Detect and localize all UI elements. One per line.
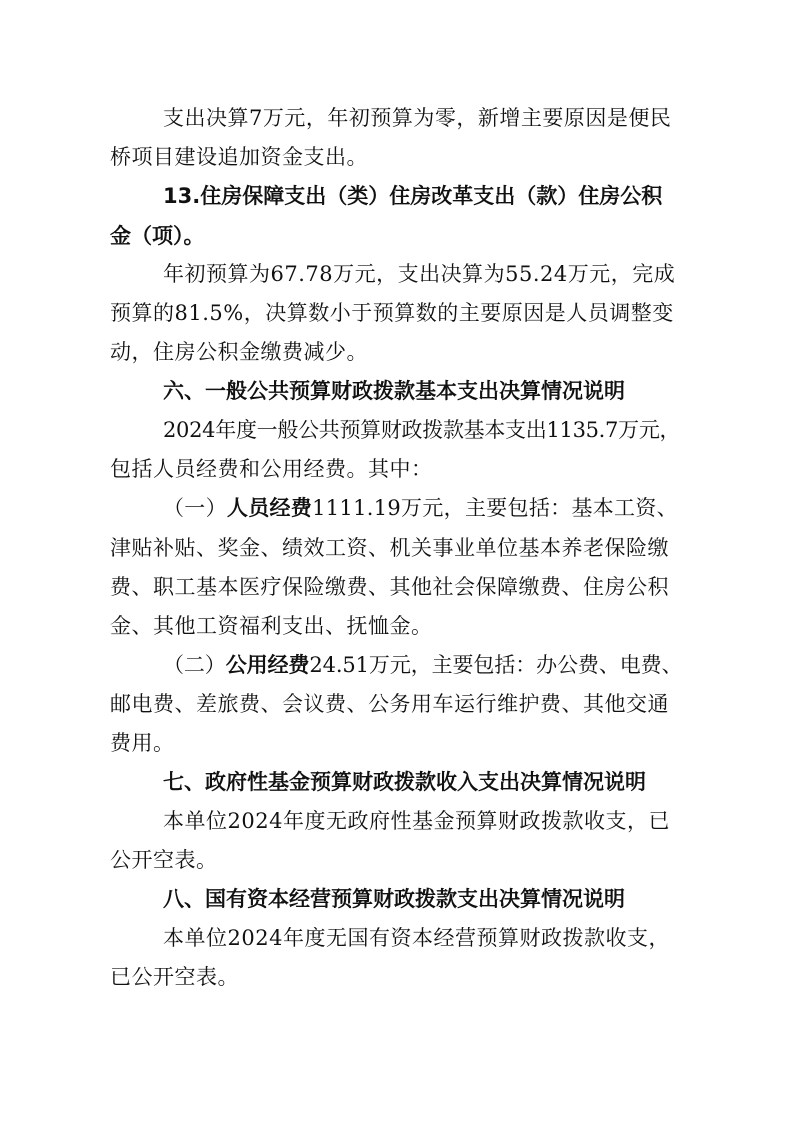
item-prefix: （二）	[163, 653, 226, 677]
paragraph-line: 预算的81.5%，决算数小于预算数的主要原因是人员调整变	[110, 301, 674, 325]
item-label: 公用经费	[225, 653, 310, 677]
item-label: 人员经费	[226, 496, 313, 520]
paragraph-line: 动，住房公积金缴费减少。	[110, 340, 368, 364]
paragraph-line: 津贴补贴、奖金、绩效工资、机关事业单位基本养老保险缴	[110, 536, 669, 560]
paragraph-line: 桥项目建设追加资金支出。	[110, 145, 368, 169]
paragraph-line: 邮电费、差旅费、会议费、公务用车运行维护费、其他交通	[110, 692, 669, 716]
section-heading: 八、国有资本经营预算财政拨款支出决算情况说明	[163, 887, 625, 911]
section-heading: 七、政府性基金预算财政拨款收入支出决算情况说明	[163, 770, 646, 794]
section-heading: 金（项）。	[110, 224, 205, 248]
paragraph-line: 本单位2024年度无国有资本经营预算财政拨款收支，	[163, 926, 670, 950]
paragraph-line: 公开空表。	[110, 848, 218, 872]
item-text: 1111.19万元，主要包括：基本工资、	[312, 496, 678, 520]
paragraph-line: 金、其他工资福利支出、抚恤金。	[110, 614, 433, 638]
paragraph-line: 费、职工基本医疗保险缴费、其他社会保障缴费、住房公积	[110, 575, 669, 599]
section-heading: 六、一般公共预算财政拨款基本支出决算情况说明	[163, 379, 625, 403]
item-text: 24.51万元，主要包括：办公费、电费、	[309, 653, 683, 677]
item-prefix: （一）	[163, 496, 227, 520]
paragraph-line: 支出决算7万元，年初预算为零，新增主要原因是便民	[163, 106, 672, 130]
paragraph-line: 本单位2024年度无政府性基金预算财政拨款收支，已	[163, 809, 670, 833]
paragraph-line: 包括人员经费和公用经费。其中：	[110, 457, 433, 481]
paragraph-line: 年初预算为67.78万元，支出决算为55.24万元，完成	[163, 262, 676, 286]
paragraph-line: 已公开空表。	[110, 965, 239, 989]
paragraph-line: 2024年度一般公共预算财政拨款基本支出1135.7万元，	[163, 418, 681, 442]
paragraph-line: 费用。	[110, 731, 175, 755]
paragraph-line	[163, 650, 682, 680]
paragraph-line	[163, 493, 678, 523]
section-heading: 13.住房保障支出（类）住房改革支出（款）住房公积	[163, 184, 663, 208]
